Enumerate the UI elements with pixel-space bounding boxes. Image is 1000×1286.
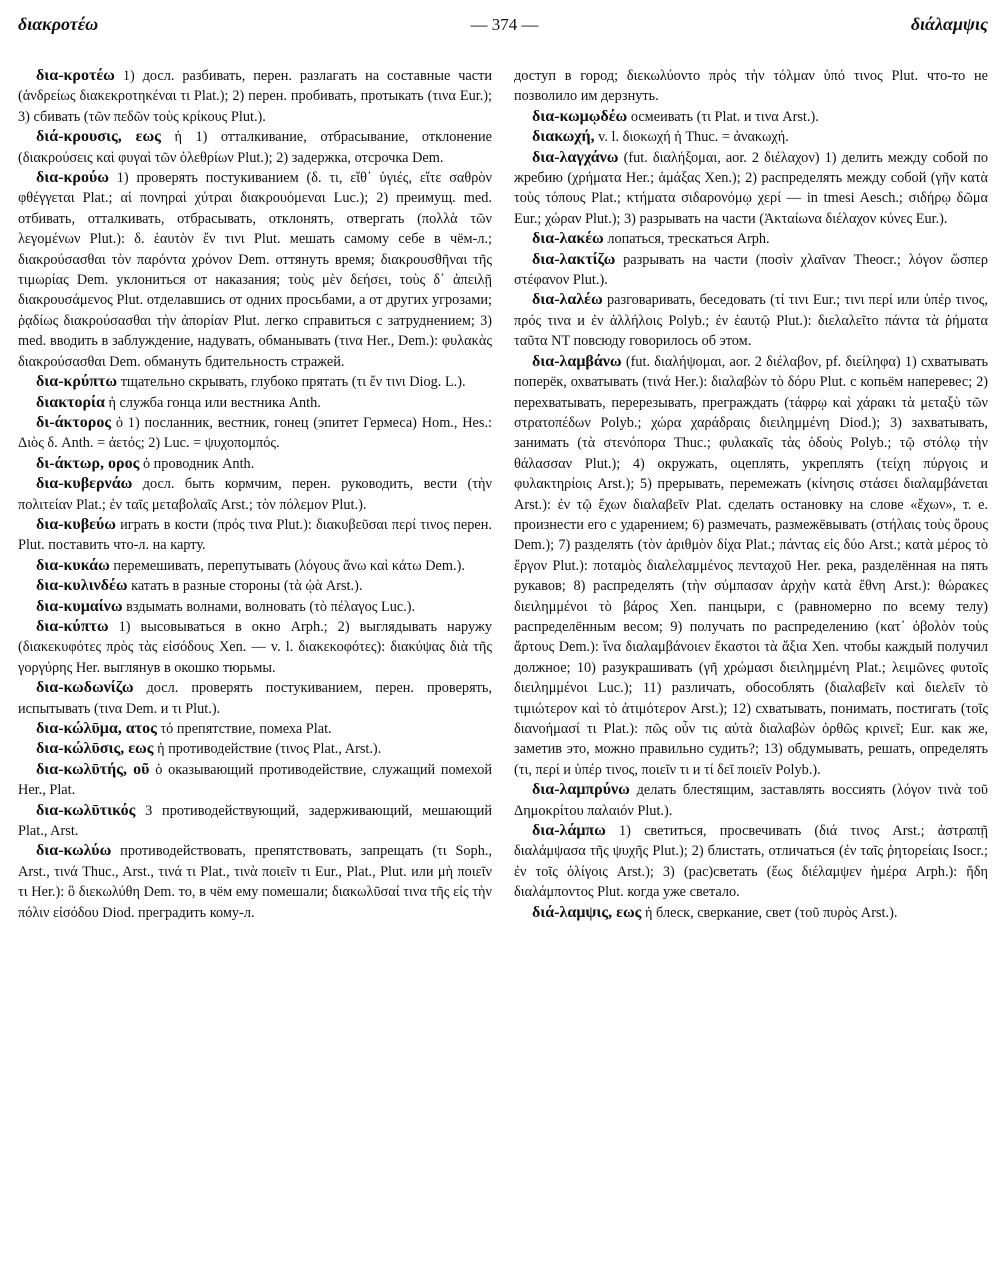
entry-lemma: δια-κωλῡτής, οῦ	[36, 760, 150, 778]
entry-definition: досл. быть кормчим, перен. руководить, вести (τὴν πολιτείαν Plat.; ἐν ταῖς μεταβολαῖς Arst.; τὸν πόλεμον Plut.).	[18, 476, 492, 513]
dictionary-entry	[514, 903, 988, 923]
entry-definition: вздымать волнами, волновать (τὸ πέλαγος Luc.).	[126, 598, 416, 615]
dictionary-entry	[18, 801, 492, 842]
entry-definition: лопаться, трескаться Arph.	[607, 231, 770, 248]
dictionary-entry	[18, 168, 492, 372]
entry-lemma: δια-κωλύω	[36, 842, 112, 860]
entry-definition: ἡ служба гонца или вестника Anth.	[108, 394, 321, 411]
left-running-headword: διακροτέω	[18, 14, 99, 34]
dictionary-entry	[514, 352, 988, 781]
entry-lemma: δια-λαλέω	[532, 291, 603, 309]
entry-lemma: δια-λαμβάνω	[532, 352, 622, 370]
dictionary-entry	[18, 372, 492, 392]
entry-lemma: διακωχή,	[532, 128, 595, 146]
dictionary-entry	[18, 454, 492, 474]
entry-definition: ἡ блеск, сверкание, свет (τοῦ πυρὸς Arst.).	[644, 904, 898, 921]
entry-lemma: δι-άκτορος	[36, 413, 112, 431]
dictionary-entry	[514, 780, 988, 821]
entry-definition: осмеивать (τι Plat. и τινα Arst.).	[630, 108, 819, 125]
entry-definition: 1) досл. разбивать, перен. разлагать на составные части (ἀνδρείως διακεκροτηκέναι τι Plat.); 2) перен. пробивать, протыкать (τινα Eur.); 3) сбивать (τῶν πεδῶν τοὺς κρίκους Plut.).	[18, 68, 493, 125]
entry-definition: перемешивать, перепутывать (λόγους ἄνω καὶ κάτω Dem.).	[113, 557, 465, 574]
dictionary-entry	[18, 841, 492, 923]
entry-lemma: δια-κυβεύω	[36, 515, 116, 533]
entry-definition: 1) светиться, просвечивать (διά τινος Arst.; ἀστραπῇ διαλάμψασα τῆς ψυχῆς Plut.); 2) блистать, отличаться (ἐν ταῖς ῥητορείαις Isocr.; ἐν τοῖς ὀλίγοις Arst.); 3) (рас)светать (ἕως διέλαμψεν ἡμέρα Arph.): ἤδη διαλάμποντος Plut. когда уже светало.	[514, 823, 988, 901]
dictionary-entry	[514, 290, 988, 351]
entry-lemma: δια-κυμαίνω	[36, 597, 123, 615]
right-column	[514, 66, 988, 923]
entry-lemma: δια-κωμῳδέω	[532, 107, 628, 125]
entry-lemma: δι-άκτωρ, ορος	[36, 454, 140, 472]
page-header	[18, 14, 988, 44]
entry-definition: катать в разные стороны (τὰ ᾠὰ Arst.).	[131, 578, 363, 595]
entry-lemma: δια-κροτέω	[36, 67, 115, 84]
entry-lemma: δια-λαγχάνω	[532, 148, 619, 166]
dictionary-entry	[18, 597, 492, 617]
entry-lemma: δια-κυλινδέω	[36, 577, 128, 595]
entry-definition: 3 противодействующий, задерживающий, мешающий Plat., Arst.	[18, 802, 493, 840]
entry-lemma: δια-κωδωνίζω	[36, 679, 134, 697]
entry-definition: (fut. διαλήψομαι, aor. 2 διέλαβον, pf. διείληφα) 1) схватывать поперёк, охватывать (τινά Her.): διαλαβὼν τὸ δόρυ Plut. с копьём наперевес; 2) перехватывать, перерезывать, преграждать (τάφρῳ καὶ χάρακι τὰ μεταξὺ τῶν στρατοπέδων Polyb.; χώρα χαράδραις διειλημμένη Diod.); 3) захватывать, занимать (τὰ στενόπορα Thuc.; φυλακαῖς τὰς ὁδοὺς Polyb.; τῷ στόλῳ τὴν θάλασσαν Plut.); 4) окружать, оцеплять, укреплять (τείχη πύργοις и φυλακτηρίοις Arst.); 5) прерывать, перемежать (κίνησις στάσει διαλαμβάνεται Arst.): ἐν τῷ ἔχων διαλαβεῖν Plat. сделать остановку на слове «ἔχων», т. е. произнести его с ударением; 6) размечать, размежёвывать (στήλαις τοὺς ὅρους Dem.); 7) разделять (τὸν ἀριθμὸν δίχα Plat.; πάντας εἰς δύο Arst.; κατὰ μέρος τὸ ἔργον Plut.): ποταμὸς διαλελαμμένος πενταχοῦ Her. река, разделённая на пять рукавов; 8) распределять (τὴν σύμπασαν ἀρχὴν κατὰ ἔθνη Arst.): θώρακες διειλημμένοι τὸ βάρος Xen. панцыри, с (равномерно по всему телу) распределённым весом; 9) получать по распределению (κατ᾽ ὀβολὸν τοὺς ἄρτους Dem.): ἵνα διαλαμβάνοιεν ἕκαστοι τὰ ἄξια Xen. чтобы каждый получил должное; 10) разукрашивать (γῆ χρώμασι διειλημμένη Plat.; λειμῶνες φυτοῖς διειλημμένοι Luc.); 11) различать, обособлять (διαλαβεῖν καὶ διελεῖν τὸ τιμιώτερον καὶ τὸ ἀτιμότερον Arst.); 12) схватывать, понимать, постигать (τοῖς διανοήμασί τι Plat.): πῶς οὖν τις αὐτὰ διαλαβὼν ὀρθῶς κρινεῖ; Eur. как же, заметив это, можно правильно судить?; 13) обдумывать, решать, определять (τι, περί и ὑπέρ τινος, ποιεῖν τι и τί δεῖ ποιεῖν Polyb.).	[514, 353, 988, 778]
dictionary-entry	[18, 474, 492, 515]
entry-definition: досл. проверять постукиванием, перен. проверять, испытывать (τινα Dem. и τι Plut.).	[18, 680, 492, 717]
dictionary-entry	[514, 821, 988, 903]
dictionary-entry	[514, 127, 988, 147]
entry-definition: играть в кости (πρός τινα Plut.): διακυβεῦσαι περί τινος перен. Plut. поставить что-л. на карту.	[18, 516, 492, 554]
text-columns	[18, 66, 988, 923]
entry-definition: τό препятствие, помеха Plat.	[160, 721, 332, 737]
entry-definition: ὁ проводник Anth.	[142, 455, 255, 472]
right-running-headword: διάλαμψις	[910, 14, 988, 34]
entry-definition: противодействовать, препятствовать, запрещать (τι Soph., Arst., τινά Thuc., Arst., τινά τι Plat., τινὰ ποιεῖν τι Eur., Plat., Plut. или μὴ ποιεῖν τι Her.): ὃ διεκωλύθη Dem. то, в чём ему помешали; διακωλῦσαί τινα τῆς εἰς τὴν πόλιν εἰσόδου Diod. преградить кому-л.	[18, 843, 492, 921]
dictionary-entry	[18, 678, 492, 719]
entry-definition: (fut. διαλήξομαι, aor. 2 διέλαχον) 1) делить между собой по жребию (χρήματα Her.; ἁμάξας Xen.); 2) распределять между собой (γῆν κατὰ τοὺς τόπους Plat.; κτήματα σιδαρονόμῳ χερί — in tmesi Aesch.; σιδήρῳ δῶμα Eur.; χώραν Plut.); 3) разрывать на части (Ἀκταίωνα διέλαχον κύνες Eur.).	[514, 149, 988, 227]
entry-lemma: δια-κύπτω	[36, 617, 109, 635]
entry-definition: доступ в город; διεκωλύοντο πρὸς τὴν τόλμαν ὑπό τινος Plut. что-то не позволило им дерзнуть.	[514, 68, 988, 105]
entry-lemma: διακτορία	[36, 393, 105, 411]
dictionary-entry	[514, 148, 988, 230]
dictionary-entry	[18, 739, 492, 759]
entry-lemma: δια-κώλῡσις, εως	[36, 740, 154, 758]
dictionary-entry	[514, 229, 988, 249]
entry-definition: ὁ оказывающий противодействие, служащий помехой Her., Plat.	[18, 761, 492, 799]
entry-definition: v. l. διοκωχή ἡ Thuc. = ἀνακωχή.	[598, 129, 789, 146]
page-number: — 374 —	[470, 15, 539, 34]
dictionary-entry	[18, 127, 492, 168]
entry-lemma: διά-κρουσις, εως	[36, 128, 161, 146]
dictionary-entry	[18, 515, 492, 556]
dictionary-entry	[514, 107, 988, 127]
dictionary-entry	[514, 66, 988, 107]
entry-definition: ὁ 1) посланник, вестник, гонец (эпитет Гермеса) Hom., Hes.: Διὸς δ. Anth. = ἀετός; 2) Luc. = ψυχοπομπός.	[18, 414, 493, 452]
dictionary-entry	[18, 556, 492, 576]
entry-lemma: δια-λάμπω	[532, 822, 606, 840]
dictionary-entry	[18, 617, 492, 678]
entry-lemma: δια-κρούω	[36, 169, 109, 187]
entry-lemma: δια-λακέω	[532, 230, 604, 248]
entry-lemma: δια-κρύπτω	[36, 373, 118, 391]
entry-definition: разрывать на части (ποσὶν χλαῖναν Theocr.; λόγον ὥσπερ στέφανον Plut.).	[514, 251, 988, 289]
entry-definition: ἡ противодействие (τινος Plat., Arst.).	[157, 741, 382, 758]
left-column	[18, 66, 492, 923]
dictionary-entry	[18, 393, 492, 413]
entry-definition: 1) высовываться в окно Arph.; 2) выглядывать наружу (διακεκυφότες πρὸς τὰς εἰσόδους Xen. — v. l. διακεκοφότες): διακύψας διὰ τῆς γοργύρης Her. выглянув в окошко тюрьмы.	[18, 618, 492, 676]
entry-definition: ἡ 1) отталкивание, отбрасывание, отклонение (διακρούσεις καὶ φυγαὶ τῶν ὀλεθρίων Plut.); 2) задержка, отсрочка Dem.	[18, 129, 493, 166]
entry-lemma: δια-κυκάω	[36, 556, 110, 574]
dictionary-entry	[18, 760, 492, 801]
dictionary-entry	[18, 719, 492, 739]
dictionary-entry	[18, 413, 492, 454]
entry-definition: тщательно скрывать, глубоко прятать (τι ἔν τινι Diog. L.).	[120, 374, 466, 391]
entry-lemma: δια-λακτίζω	[532, 250, 616, 268]
entry-lemma: δια-κυβερνάω	[36, 475, 133, 493]
dictionary-entry	[514, 250, 988, 291]
entry-lemma: δια-κώλῡμα, ατος	[36, 720, 157, 737]
entry-lemma: δια-λαμπρύνω	[532, 781, 630, 799]
entry-definition: делать блестящим, заставлять воссиять (λόγον τινὰ τοῦ Δημοκρίτου παλαιόν Plut.).	[514, 782, 988, 819]
dictionary-entry	[18, 576, 492, 596]
entry-lemma: δια-κωλῡτικός	[36, 801, 136, 819]
entry-definition: 1) проверять постукиванием (δ. τι, εἴθ᾽ ὑγιές, εἴτε σαθρὸν φθέγγεται Plat.; αἱ πονηραὶ χύτραι διακρουόμεναι Luc.); 2) преимущ. med. отбивать, отталкивать, отбрасывать, отклонять, отвергать (πολλὰ τῶν λεγομένων Plut.): δ. ἑαυτὸν ἔν τινι Plut. мешать самому себе в чём-л.; διακρούσασθαι τὸν παρόντα χρόνον Dem. оттянуть время; διακρουσθῆναι τῆς τιμωρίας Dem. уклониться от наказания; τοὺς μὲν δεήσει, τοὺς δ᾽ ἀπειλῇ διακρουσάμενος Plut. отделавшись от одних просьбами, а от других угрозами; ῥᾳδίως διακρούσασθαι τὴν ἀπορίαν Plut. легко справиться с затруднением; 3) med. вводить в заблуждение, надувать, обманывать (τινα Her., Dem.): φυλακὰς διακρούσασθαι Dem. обмануть бдительность стражей.	[18, 170, 493, 370]
dictionary-entry	[18, 66, 492, 127]
entry-definition: разговаривать, беседовать (τί τινι Eur.; τινι περί или ὑπέρ τινος, πρός τινα и ἐν ἀλλήλοις Polyb.; ἐν ἑαυτῷ Plut.): διελαλεῖτο πάντα τὰ ῥήματα ταῦτα NT повсюду говорилось об этом.	[514, 292, 988, 350]
entry-lemma: διά-λαμψις, εως	[532, 903, 642, 921]
